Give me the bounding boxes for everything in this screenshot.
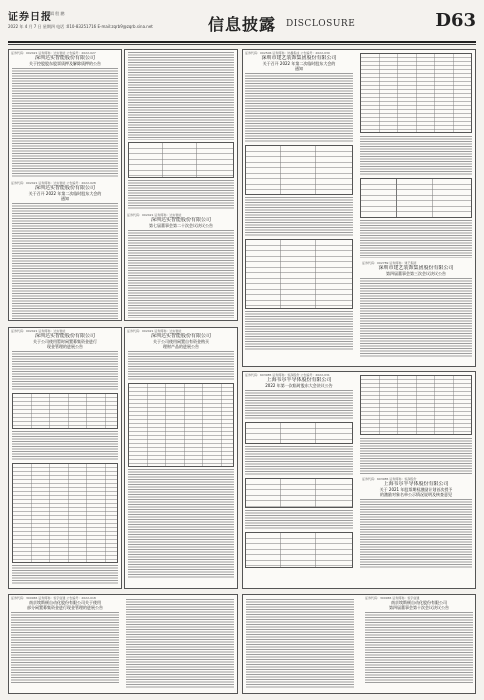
stock-code-line: 证券代码：002421 证券简称：达实智能 [127,213,182,217]
article-title: 现金管理的进展公告 [47,344,83,349]
article-title: 上海韦尔半导体股份有限公司 [266,377,332,383]
article-title: 的激励对象名单公示情况说明及核查意见 [380,492,452,497]
body-text [11,612,119,684]
body-text [360,438,472,474]
body-text [360,278,472,358]
masthead-rule-thin [8,44,476,45]
article-title: 通知 [61,196,69,201]
article-header [243,372,355,570]
article-title: 深圳市建艺装饰集团股份有限公司 [378,265,454,271]
stock-code-line: 证券代码：002421 证券简称：达实智能 公告编号：2022-028 [11,181,96,185]
body-text [245,197,353,237]
article-header [363,595,475,686]
article-title: 深圳达实智能股份有限公司 [150,333,211,339]
article-title: 通知 [295,66,303,71]
data-table [360,178,472,218]
data-table [360,375,472,435]
body-text [12,565,118,585]
body-text [245,390,353,420]
article-title: 关于控股股东股票质押及解除质押的公告 [29,61,101,66]
body-text [128,469,234,579]
stock-code-line: 证券代码：300965 证券简称：恒宇信通 公告编号：2022-018 [11,596,96,600]
article-title: 南京埃斯顿自动化股份有限公司关于使用 [29,600,101,605]
article-header [9,50,121,66]
article-block [242,594,476,694]
article-title: 理财产品的进展公告 [163,344,199,349]
body-text [12,351,118,391]
article-block [8,327,122,589]
masthead-rule [8,41,476,43]
section-title: 信息披露 [208,15,277,34]
article-block [242,49,476,367]
article-header [360,476,472,497]
article-title: 2022 年第一次临时股东大会决议公告 [265,383,333,388]
article-title: 上海韦尔半导体股份有限公司 [383,481,449,487]
article-header [125,212,237,228]
data-table [245,478,353,508]
article-block [124,49,238,321]
section-title-en: DISCLOSURE [286,19,356,29]
article-title: 深圳达实智能股份有限公司 [34,333,95,339]
stock-code-line: 证券代码：002421 证券简称：达实智能 [127,329,182,333]
stock-code-line: 证券代码：603985 证券简称：恒润股份 公告编号：2022-031 [245,373,330,377]
data-table [128,383,234,467]
article-title: 深圳市建艺装饰集团股份有限公司 [261,55,337,61]
article-header [9,328,121,349]
article-title: 关于 2021 年股票期权激励计划首次授予 [379,487,453,492]
body-text [245,510,353,530]
body-text [246,599,354,689]
body-text [360,220,472,258]
data-table [245,422,353,444]
article-title: 关于公司使用暂时闲置募集资金进行 [33,339,97,344]
body-text [126,599,234,689]
article-title: 第四届董事会第十次会议决议公告 [389,605,449,610]
article-block [242,371,476,589]
article-title: 关于召开 2022 年第二次临时股东大会的 [28,191,102,196]
stock-code-line: 证券代码：002421 证券简称：达实智能 公告编号：2022-027 [11,51,96,55]
body-text [128,52,234,140]
stock-code-line: 证券代码：300965 证券简称：恒宇信通 [365,596,420,600]
article-column [360,372,472,571]
body-text [128,230,234,318]
stock-code-line: 证券代码：002421 证券简称：达实智能 [11,329,66,333]
editor-credit: 编辑 殷 鹏 [46,11,65,16]
body-text [360,499,472,569]
body-text [245,446,353,476]
article-header [243,50,355,353]
masthead [8,6,476,42]
stock-code-line: 证券代码：002506 证券简称：协鑫集成 公告编号：2022-030 [245,51,330,55]
body-text [12,203,118,321]
data-table [245,145,353,195]
article-title: 部分闲置募集资金进行现金管理的进展公告 [27,605,103,610]
dateline: 2022 年 4 月 7 日 星期四 电话 :010-83251716 E-mail:zqrb9@zqrb.sina.net [8,24,153,29]
body-text [12,431,118,461]
article-title: 深圳达实智能股份有限公司 [150,217,211,223]
data-table [245,239,353,309]
article-column [360,50,472,360]
article-title: 第四届董事会第三次会议决议公告 [386,271,446,276]
page-number: D63 [435,10,476,31]
body-text [245,73,353,143]
article-block [124,327,238,589]
article-header [9,180,121,201]
data-table [360,53,472,133]
data-table [12,393,118,429]
data-table [12,463,118,563]
body-text [128,351,234,381]
article-block [8,594,238,694]
article-title: 深圳达实智能股份有限公司 [34,55,95,61]
article-title: 第七届董事会第二十次会议决议公告 [149,223,213,228]
body-text [245,311,353,351]
data-table [245,532,353,568]
article-title: 关于召开 2022 年第二次临时股东大会的 [262,61,336,66]
body-text [12,68,118,178]
stock-code-line: 证券代码：603985 证券简称：恒润股份 [362,477,417,481]
data-table [128,142,234,178]
article-header [9,595,121,686]
article-header [360,260,472,276]
article-block [8,49,122,321]
paper-logo: 证券日报 [8,12,52,23]
stock-code-line: 证券代码：002789 证券简称：建艺集团 [362,261,417,265]
body-text [128,180,234,210]
body-text [360,136,472,176]
article-title: 南京埃斯顿自动化股份有限公司 [391,600,447,605]
article-header [125,328,237,349]
article-title: 关于公司使用闲置自有资金购买 [153,339,209,344]
body-text [365,612,473,684]
article-title: 深圳达实智能股份有限公司 [34,185,95,191]
